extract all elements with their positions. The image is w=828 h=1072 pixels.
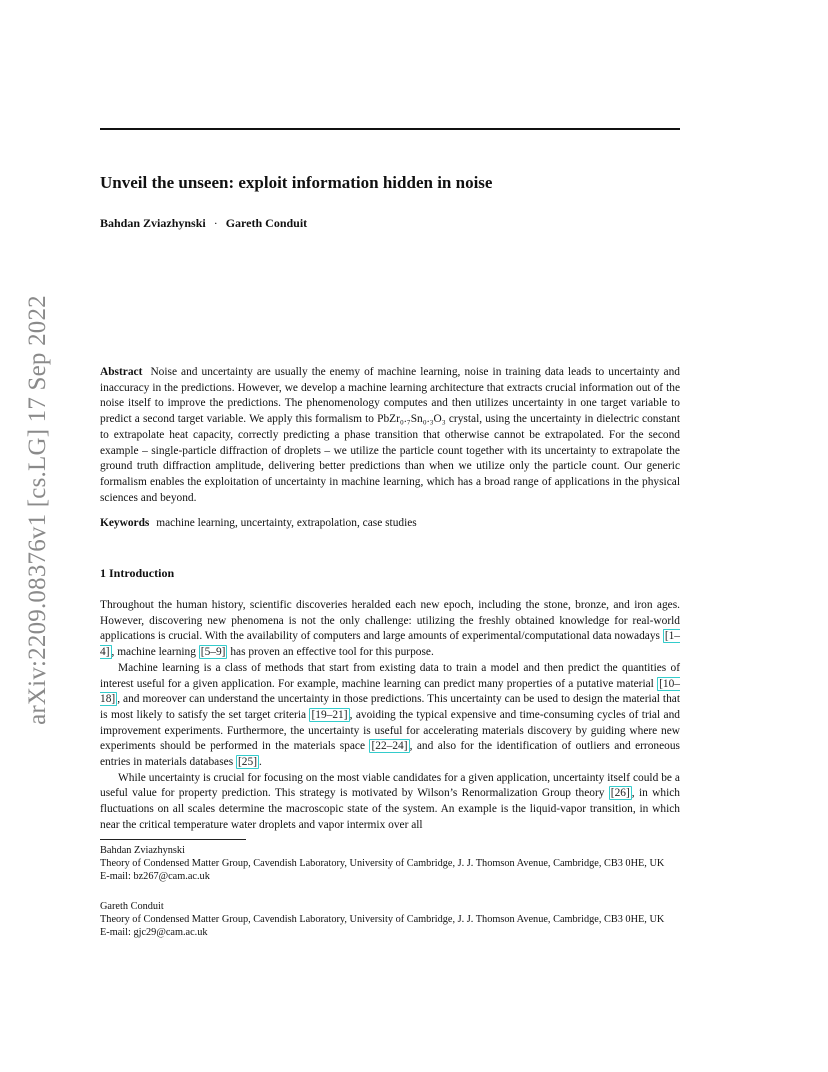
affiliation-email: E-mail: gjc29@cam.ac.uk <box>100 927 208 938</box>
paragraph-text: , and moreover can understand the uncertainty in those predictions. This uncertainty can be used to design the material that is most likely to satisfy the set target criteria <box>100 693 680 721</box>
abstract-label: Abstract <box>100 366 143 378</box>
citation-link[interactable]: [19–21] <box>311 708 348 721</box>
affiliation-block <box>100 844 680 883</box>
paragraph-text: Throughout the human history, scientific discoveries heralded each new epoch, including the stone, bronze, and iron ages. However, discovering new phenomena is not the only challenge: utilizing the freshly obtained knowledge for real-world applications is crucial. With the availability of computers and large amounts of experimental/computational data nowadays <box>100 599 680 643</box>
paragraph <box>100 771 680 834</box>
paragraph-text: , and also for the identification of outliers and erroneous entries in materials databases <box>100 740 680 769</box>
author-name: Bahdan Zviazhynski <box>100 216 206 230</box>
footnote-rule <box>100 839 246 840</box>
affiliation-name: Gareth Conduit <box>100 901 164 912</box>
paragraph <box>100 661 680 771</box>
top-rule <box>100 128 680 130</box>
author-separator: · <box>213 216 218 230</box>
citation-link[interactable]: [26] <box>610 787 630 800</box>
paragraph-text: , avoiding the typical expensive and time-consuming cycles of trial and improvement experiments. Furthermore, the uncertainty is useful for accelerating materials discovery by guiding where new experiments should be performed in the materials space <box>100 708 680 753</box>
paragraph-text: , in which fluctuations on all scales determine the macroscopic state of the system. An example is the liquid-vapor transition, in which near the critical temperature water droplets and vapor intermix over all <box>100 787 680 831</box>
citation-link[interactable]: [10–18] <box>100 677 680 706</box>
abstract <box>100 365 680 506</box>
paragraph-text: While uncertainty is crucial for focusing on the most viable candidates for a given application, uncertainty itself could be a useful value for property prediction. This strategy is motivated by Wilson’s Renormalization Group theory <box>100 771 680 800</box>
keywords <box>100 516 680 532</box>
paper-title: Unveil the unseen: exploit information hidden in noise <box>100 173 493 192</box>
paragraph-text: has proven an effective tool for this purpose. <box>227 646 434 659</box>
affiliation-block <box>100 900 680 939</box>
citation-link[interactable]: [22–24] <box>371 740 408 753</box>
affiliation-email: E-mail: bz267@cam.ac.uk <box>100 871 210 882</box>
keywords-label: Keywords <box>100 517 150 529</box>
affiliation-address: Theory of Condensed Matter Group, Cavendish Laboratory, University of Cambridge, J. J. Thomson Avenue, Cambridge, CB3 0HE, UK <box>100 914 665 925</box>
paragraph-text: . <box>259 756 262 769</box>
abstract-text: Noise and uncertainty are usually the enemy of machine learning, noise in training data leads to uncertainty and inaccuracy in the predictions. However, we develop a machine learning architecture that extracts crucial information out of the noise itself to improve the predictions. The phenomenology computes and then utilizes uncertainty in one target variable to predict a second target variable. We apply this formalism to PbZr₀.₇Sn₀.₃O₃ crystal, using the uncertainty in dielectric constant to extrapolate heat capacity, correctly predicting a phase transition that otherwise cannot be extrapolated. For the second example – single-particle diffraction of droplets – we utilize the particle count together with its uncertainty to extrapolate the ground truth diffraction amplitude, delivering better predictions than when we utilize only the particle count. Our generic formalism enables the exploitation of uncertainty in machine learning, which has a broad range of applications in the physical sciences and beyond. <box>100 366 680 504</box>
section-heading: 1 Introduction <box>100 566 175 580</box>
paragraph-text: Machine learning is a class of methods that start from existing data to train a model and then predict the quantities of interest useful for a given application. For example, machine learning can predict many properties of a putative material <box>100 661 680 690</box>
paragraph-text: , machine learning <box>111 646 199 659</box>
citation-link[interactable]: [1–4] <box>100 630 680 659</box>
author-name: Gareth Conduit <box>225 216 308 230</box>
affiliation-address: Theory of Condensed Matter Group, Cavendish Laboratory, University of Cambridge, J. J. Thomson Avenue, Cambridge, CB3 0HE, UK <box>100 858 665 869</box>
introduction-body <box>100 598 680 834</box>
author-list <box>100 215 307 231</box>
affiliation-name: Bahdan Zviazhynski <box>100 845 185 856</box>
keywords-text: machine learning, uncertainty, extrapolation, case studies <box>156 517 417 529</box>
paragraph <box>100 598 680 661</box>
citation-link[interactable]: [25] <box>238 756 257 769</box>
citation-link[interactable]: [5–9] <box>200 646 226 659</box>
arxiv-stamp-text: arXiv:2209.08376v1 [cs.LG] 17 Sep 2022 <box>24 295 51 725</box>
arxiv-stamp <box>22 290 54 730</box>
